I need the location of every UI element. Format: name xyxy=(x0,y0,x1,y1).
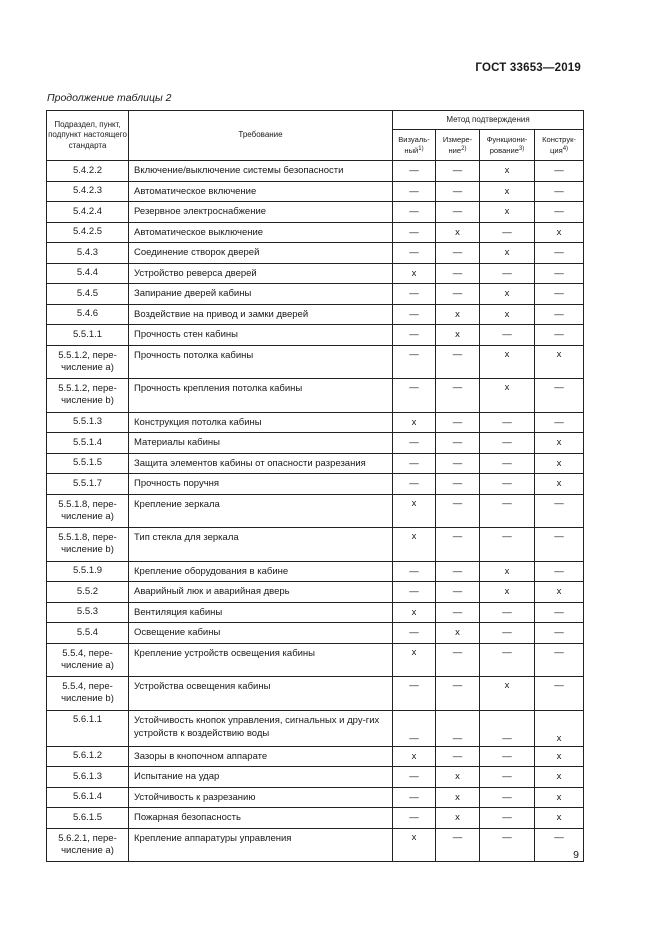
method-mark: — xyxy=(393,325,436,346)
table-row xyxy=(47,243,584,264)
method-mark: x xyxy=(480,345,535,379)
requirement-text: Конструкция потолка кабины xyxy=(129,412,393,433)
requirement-text: Включение/выключение системы безопасности xyxy=(129,161,393,182)
method-mark: — xyxy=(436,345,480,379)
method-mark: x xyxy=(535,808,584,829)
requirement-text: Защита элементов кабины от опасности разрезания xyxy=(129,453,393,474)
table-row xyxy=(47,202,584,223)
method-mark: — xyxy=(436,379,480,413)
table-row xyxy=(47,433,584,454)
method-mark: — xyxy=(535,623,584,644)
table-row xyxy=(47,412,584,433)
table-row xyxy=(47,181,584,202)
method-footnote: 4) xyxy=(562,145,569,152)
method-mark: — xyxy=(393,379,436,413)
table-row xyxy=(47,325,584,346)
method-mark: x xyxy=(436,222,480,243)
method-mark: x xyxy=(480,181,535,202)
method-mark: — xyxy=(480,453,535,474)
method-label: Измере-ние xyxy=(442,135,473,155)
method-mark: — xyxy=(535,643,584,677)
method-mark: — xyxy=(393,243,436,264)
section-code: 5.4.3 xyxy=(47,243,129,264)
table-row xyxy=(47,304,584,325)
method-mark: — xyxy=(480,828,535,862)
method-mark: — xyxy=(480,746,535,767)
method-footnote: 3) xyxy=(518,145,525,152)
table-row xyxy=(47,602,584,623)
requirement-text: Устройства освещения кабины xyxy=(129,677,393,711)
requirement-text: Прочность поручня xyxy=(129,474,393,495)
section-code: 5.4.2.4 xyxy=(47,202,129,223)
table-row xyxy=(47,222,584,243)
method-mark: — xyxy=(480,767,535,788)
table-row xyxy=(47,677,584,711)
table-row xyxy=(47,528,584,562)
method-mark: — xyxy=(535,561,584,582)
method-mark: — xyxy=(393,284,436,305)
requirement-text: Материалы кабины xyxy=(129,433,393,454)
method-mark: x xyxy=(480,243,535,264)
method-mark: — xyxy=(393,808,436,829)
method-mark: — xyxy=(480,528,535,562)
method-mark: — xyxy=(436,561,480,582)
table-row xyxy=(47,345,584,379)
method-mark: — xyxy=(393,161,436,182)
method-mark: — xyxy=(480,710,535,746)
section-code: 5.6.2.1, пере-числение a) xyxy=(47,828,129,862)
requirement-text: Автоматическое включение xyxy=(129,181,393,202)
section-code: 5.5.4, пере-числение b) xyxy=(47,677,129,711)
requirement-text: Устойчивость кнопок управления, сигнальных и дру-гих устройств к воздействию воды xyxy=(129,710,393,746)
method-mark: — xyxy=(480,474,535,495)
method-mark: — xyxy=(393,345,436,379)
table-row xyxy=(47,582,584,603)
requirement-text: Запирание дверей кабины xyxy=(129,284,393,305)
method-mark: — xyxy=(436,474,480,495)
method-mark: — xyxy=(480,623,535,644)
method-mark: — xyxy=(393,787,436,808)
method-mark: x xyxy=(535,474,584,495)
method-mark: x xyxy=(436,304,480,325)
method-footnote: 1) xyxy=(418,145,424,152)
method-mark: — xyxy=(480,787,535,808)
table-caption: Продолжение таблицы 2 xyxy=(47,92,172,104)
requirement-text: Автоматическое выключение xyxy=(129,222,393,243)
method-mark: — xyxy=(436,494,480,528)
method-mark: — xyxy=(393,181,436,202)
method-mark: — xyxy=(480,643,535,677)
method-mark: — xyxy=(535,325,584,346)
section-code: 5.4.2.2 xyxy=(47,161,129,182)
method-mark: x xyxy=(535,453,584,474)
header-section: Подраздел, пункт, подпункт настоящего стандарта xyxy=(47,111,129,161)
method-mark: — xyxy=(535,181,584,202)
method-mark: — xyxy=(480,222,535,243)
method-mark: x xyxy=(436,325,480,346)
header-method-3 xyxy=(480,130,535,161)
requirement-text: Испытание на удар xyxy=(129,767,393,788)
method-mark: — xyxy=(436,453,480,474)
section-code: 5.6.1.5 xyxy=(47,808,129,829)
method-mark: — xyxy=(436,710,480,746)
method-mark: x xyxy=(535,433,584,454)
section-code: 5.4.2.5 xyxy=(47,222,129,243)
method-mark: — xyxy=(436,582,480,603)
table-row xyxy=(47,746,584,767)
method-mark: — xyxy=(480,433,535,454)
method-mark: — xyxy=(436,161,480,182)
method-footnote: 2) xyxy=(461,145,467,152)
method-mark: — xyxy=(436,263,480,284)
section-code: 5.5.4, пере-числение a) xyxy=(47,643,129,677)
method-mark: — xyxy=(436,412,480,433)
table-row xyxy=(47,787,584,808)
section-code: 5.4.4 xyxy=(47,263,129,284)
method-mark: — xyxy=(535,304,584,325)
method-mark: x xyxy=(535,222,584,243)
table-row xyxy=(47,767,584,788)
method-mark: — xyxy=(480,263,535,284)
requirement-text: Соединение створок дверей xyxy=(129,243,393,264)
method-mark: x xyxy=(393,602,436,623)
requirement-text: Пожарная безопасность xyxy=(129,808,393,829)
requirement-text: Аварийный люк и аварийная дверь xyxy=(129,582,393,603)
method-mark: x xyxy=(393,528,436,562)
method-mark: x xyxy=(480,161,535,182)
method-mark: — xyxy=(535,243,584,264)
method-mark: — xyxy=(436,643,480,677)
method-mark: — xyxy=(393,222,436,243)
section-code: 5.5.3 xyxy=(47,602,129,623)
method-mark: x xyxy=(480,202,535,223)
requirement-text: Резервное электроснабжение xyxy=(129,202,393,223)
method-mark: — xyxy=(535,202,584,223)
method-mark: x xyxy=(480,677,535,711)
header-method-2 xyxy=(436,130,480,161)
method-mark: — xyxy=(535,161,584,182)
method-mark: — xyxy=(393,304,436,325)
table-row xyxy=(47,710,584,746)
requirement-text: Тип стекла для зеркала xyxy=(129,528,393,562)
requirement-text: Устойчивость к разрезанию xyxy=(129,787,393,808)
section-code: 5.5.1.5 xyxy=(47,453,129,474)
section-code: 5.6.1.2 xyxy=(47,746,129,767)
requirement-text: Воздействие на привод и замки дверей xyxy=(129,304,393,325)
method-mark: — xyxy=(393,561,436,582)
method-label: Конструк-ция xyxy=(542,135,576,155)
method-mark: — xyxy=(480,412,535,433)
document-code: ГОСТ 33653—2019 xyxy=(475,62,581,74)
method-mark: — xyxy=(393,623,436,644)
method-mark: — xyxy=(393,433,436,454)
method-mark: x xyxy=(393,746,436,767)
method-mark: x xyxy=(480,561,535,582)
method-mark: x xyxy=(393,828,436,862)
header-method: Метод подтверждения xyxy=(393,111,584,130)
table-row xyxy=(47,474,584,495)
section-code: 5.6.1.4 xyxy=(47,787,129,808)
method-mark: — xyxy=(436,528,480,562)
method-mark: x xyxy=(393,494,436,528)
method-mark: x xyxy=(393,263,436,284)
method-mark: — xyxy=(535,494,584,528)
section-code: 5.5.1.4 xyxy=(47,433,129,454)
table-row xyxy=(47,284,584,305)
method-mark: x xyxy=(480,582,535,603)
method-mark: — xyxy=(535,263,584,284)
method-mark: — xyxy=(436,202,480,223)
method-mark: — xyxy=(436,284,480,305)
method-mark: x xyxy=(535,767,584,788)
method-mark: — xyxy=(436,746,480,767)
method-mark: x xyxy=(480,304,535,325)
section-code: 5.5.1.1 xyxy=(47,325,129,346)
section-code: 5.5.1.8, пере-числение b) xyxy=(47,528,129,562)
requirement-text: Прочность потолка кабины xyxy=(129,345,393,379)
method-mark: — xyxy=(436,181,480,202)
method-mark: — xyxy=(393,677,436,711)
verification-table xyxy=(46,110,584,862)
requirement-text: Крепление аппаратуры управления xyxy=(129,828,393,862)
method-mark: x xyxy=(535,710,584,746)
method-mark: x xyxy=(393,643,436,677)
section-code: 5.4.2.3 xyxy=(47,181,129,202)
requirement-text: Крепление устройств освещения кабины xyxy=(129,643,393,677)
method-mark: x xyxy=(436,787,480,808)
section-code: 5.5.2 xyxy=(47,582,129,603)
requirement-text: Прочность крепления потолка кабины xyxy=(129,379,393,413)
section-code: 5.6.1.3 xyxy=(47,767,129,788)
method-mark: x xyxy=(480,379,535,413)
table-row xyxy=(47,161,584,182)
table-row xyxy=(47,494,584,528)
section-code: 5.5.1.2, пере-числение b) xyxy=(47,379,129,413)
method-mark: — xyxy=(535,828,584,862)
section-code: 5.5.1.7 xyxy=(47,474,129,495)
method-mark: — xyxy=(535,284,584,305)
method-mark: — xyxy=(535,412,584,433)
section-code: 5.5.4 xyxy=(47,623,129,644)
table-row xyxy=(47,623,584,644)
section-code: 5.5.1.2, пере-числение a) xyxy=(47,345,129,379)
table-row xyxy=(47,808,584,829)
section-code: 5.5.1.3 xyxy=(47,412,129,433)
method-mark: — xyxy=(436,243,480,264)
method-mark: — xyxy=(480,602,535,623)
method-label: Функциони-рование xyxy=(486,135,528,155)
table-row xyxy=(47,561,584,582)
section-code: 5.5.1.8, пере-числение a) xyxy=(47,494,129,528)
method-mark: — xyxy=(480,494,535,528)
table-row xyxy=(47,263,584,284)
table-row xyxy=(47,828,584,862)
method-mark: — xyxy=(393,474,436,495)
requirement-text: Крепление зеркала xyxy=(129,494,393,528)
method-mark: — xyxy=(436,677,480,711)
method-label: Визуаль-ный xyxy=(398,135,430,155)
table-row xyxy=(47,643,584,677)
requirement-text: Устройство реверса дверей xyxy=(129,263,393,284)
method-mark: — xyxy=(535,677,584,711)
method-mark: x xyxy=(535,746,584,767)
header-method-1 xyxy=(393,130,436,161)
method-mark: — xyxy=(393,202,436,223)
requirement-text: Вентиляция кабины xyxy=(129,602,393,623)
method-mark: — xyxy=(436,828,480,862)
requirement-text: Освещение кабины xyxy=(129,623,393,644)
requirement-text: Крепление оборудования в кабине xyxy=(129,561,393,582)
method-mark: x xyxy=(436,623,480,644)
header-requirement: Требование xyxy=(129,111,393,161)
method-mark: — xyxy=(393,767,436,788)
method-mark: x xyxy=(436,767,480,788)
method-mark: x xyxy=(535,345,584,379)
section-code: 5.4.5 xyxy=(47,284,129,305)
section-code: 5.4.6 xyxy=(47,304,129,325)
method-mark: x xyxy=(480,284,535,305)
method-mark: x xyxy=(393,412,436,433)
method-mark: — xyxy=(393,710,436,746)
requirement-text: Прочность стен кабины xyxy=(129,325,393,346)
method-mark: x xyxy=(436,808,480,829)
page-number: 9 xyxy=(573,849,579,861)
method-mark: x xyxy=(535,787,584,808)
method-mark: x xyxy=(535,582,584,603)
method-mark: — xyxy=(535,379,584,413)
method-mark: — xyxy=(480,325,535,346)
method-mark: — xyxy=(393,453,436,474)
section-code: 5.5.1.9 xyxy=(47,561,129,582)
method-mark: — xyxy=(480,808,535,829)
method-mark: — xyxy=(436,433,480,454)
method-mark: — xyxy=(535,602,584,623)
method-mark: — xyxy=(393,582,436,603)
header-method-4 xyxy=(535,130,584,161)
requirement-text: Зазоры в кнопочном аппарате xyxy=(129,746,393,767)
section-code: 5.6.1.1 xyxy=(47,710,129,746)
table-row xyxy=(47,379,584,413)
method-mark: — xyxy=(436,602,480,623)
table-row xyxy=(47,453,584,474)
method-mark: — xyxy=(535,528,584,562)
